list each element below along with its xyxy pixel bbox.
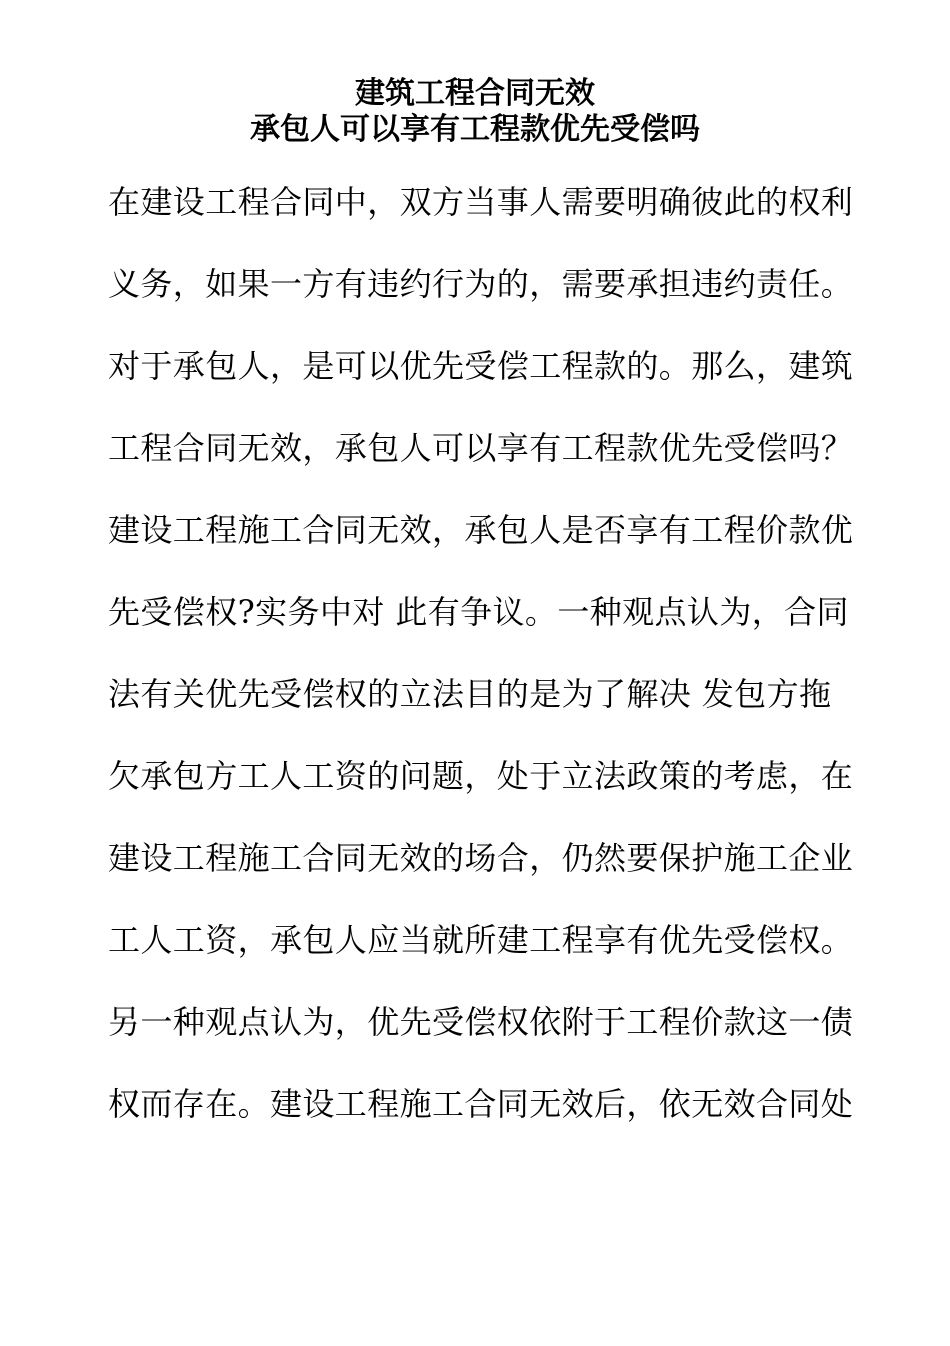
body-line: 权而存在。建设工程施工合同无效后，依无效合同处 bbox=[108, 1085, 854, 1123]
body-line: 先受偿权?实务中对 此有争议。一种观点认为，合同 bbox=[108, 593, 849, 631]
title-line-2: 承包人可以享有工程款优先受偿吗 bbox=[250, 112, 700, 147]
body-line: 对于承包人，是可以优先受偿工程款的。那么，建筑 bbox=[108, 347, 854, 385]
body-line: 建设工程施工合同无效，承包人是否享有工程价款优 bbox=[108, 511, 854, 549]
document-title bbox=[0, 76, 950, 148]
body-line: 欠承包方工人工资的问题，处于立法政策的考虑，在 bbox=[108, 757, 854, 795]
body-line: 法有关优先受偿权的立法目的是为了解决 发包方拖 bbox=[108, 675, 832, 713]
document-body bbox=[108, 182, 854, 1166]
body-line: 建设工程施工合同无效的场合，仍然要保护施工企业 bbox=[108, 839, 854, 877]
body-line: 工人工资，承包人应当就所建工程享有优先受偿权。 bbox=[108, 921, 854, 959]
body-line: 另一种观点认为，优先受偿权依附于工程价款这一债 bbox=[108, 1003, 854, 1041]
body-line: 在建设工程合同中，双方当事人需要明确彼此的权利 bbox=[108, 183, 854, 221]
title-line-1: 建筑工程合同无效 bbox=[355, 76, 595, 111]
body-line: 工程合同无效，承包人可以享有工程款优先受偿吗？ bbox=[108, 429, 854, 467]
body-line: 义务，如果一方有违约行为的，需要承担违约责任。 bbox=[108, 265, 854, 303]
